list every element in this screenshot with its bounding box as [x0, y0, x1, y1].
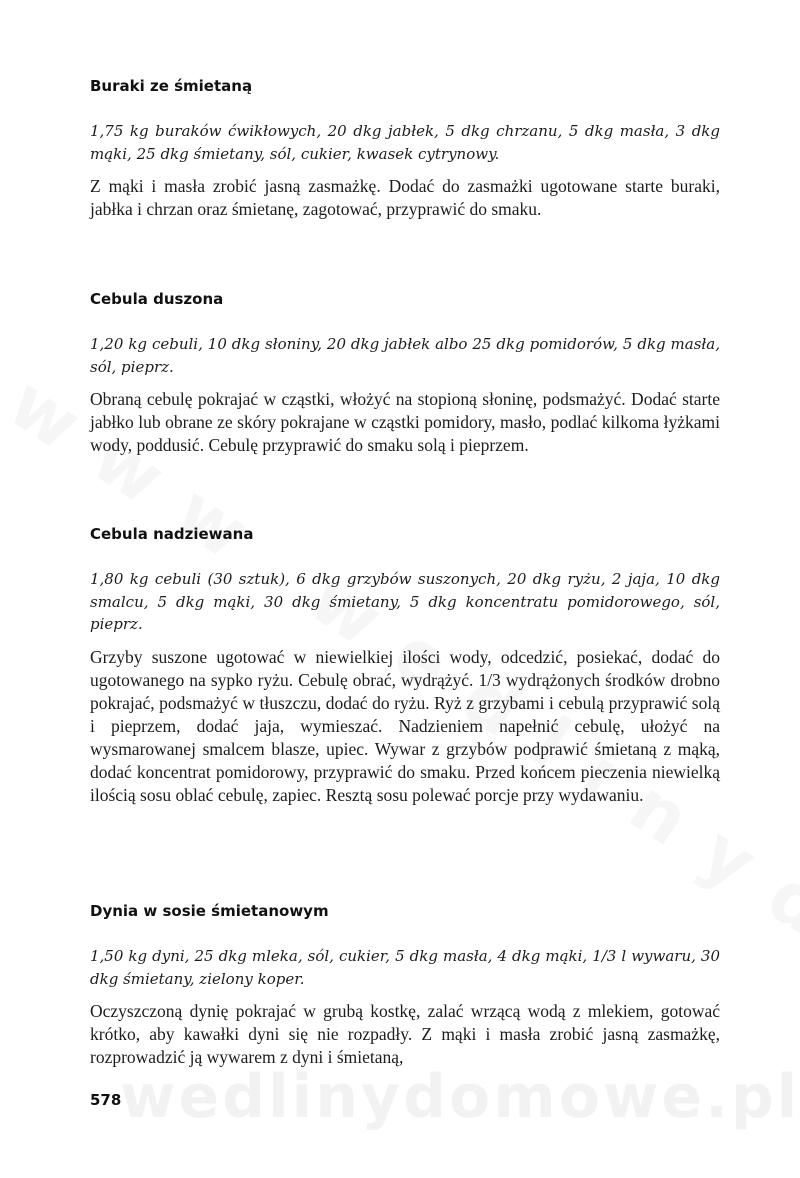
recipe-ingredients: 1,50 kg dyni, 25 dkg mleka, sól, cukier, 5 dkg masła, 4 dkg mąki, 1/3 l wywaru, 30 dkg śmietany, zielony koper. — [90, 947, 720, 988]
recipe-method: Oczyszczoną dynię pokrajać w grubą kostkę, zalać wrzącą wodą z mlekiem, gotować krótko, aby kawałki dyni się nie rozpadły. Z mąki i masła zrobić jasną zasmażkę, rozprowadzić ją wywarem z dyni i śmietaną, — [90, 1001, 720, 1067]
bottom-watermark: wedlinydomowe.pl — [120, 1062, 800, 1132]
recipe-ingredients: 1,20 kg cebuli, 10 dkg słoniny, 20 dkg jabłek albo 25 dkg pomidorów, 5 dkg masła, sól, pieprz. — [90, 335, 720, 376]
recipe-ingredients: 1,80 kg cebuli (30 sztuk), 6 dkg grzybów suszonych, 20 dkg ryżu, 2 jaja, 10 dkg smalcu, 5 dkg mąki, 30 dkg śmietany, 5 dkg koncentratu pomidorowego, sól, pieprz. — [90, 570, 720, 633]
recipe-cebula-nadziewana — [90, 524, 720, 807]
recipe-title: Dynia w sosie śmietanowym — [90, 902, 329, 920]
recipe-ingredients: 1,75 kg buraków ćwikłowych, 20 dkg jabłek, 5 dkg chrzanu, 5 dkg masła, 3 dkg mąki, 25 dkg śmietany, sól, cukier, kwasek cytrynowy. — [90, 122, 720, 163]
recipe-method: Obraną cebulę pokrajać w cząstki, włożyć na stopioną słoninę, podsmażyć. Dodać starte jabłko lub obrane ze skóry pokrajane w cząstki pomidory, masło, podlać kilkoma łyżkami wody, poddusić. Cebulę przyprawić do smaku solą i pieprzem. — [90, 389, 720, 455]
page-number: 578 — [90, 1091, 122, 1109]
recipe-dynia-w-sosie-smietanowym — [90, 901, 720, 1069]
recipe-method: Z mąki i masła zrobić jasną zasmażkę. Dodać do zasmażki ugotowane starte buraki, jabłka i chrzan oraz śmietanę, zagotować, przyprawić do smaku. — [90, 176, 720, 219]
recipe-title: Cebula nadziewana — [90, 525, 254, 543]
recipe-cebula-duszona — [90, 289, 720, 457]
recipe-method: Grzyby suszone ugotować w niewielkiej ilości wody, odcedzić, posiekać, dodać do ugotowanego na sypko ryżu. Cebulę obrać, wydrążyć. 1/3 wydrążonych środków drobno pokrajać, podsmażyć w tłuszczu, dodać do ryżu. Ryż z grzybami i cebulą przyprawić solą i pieprzem, dodać jaja, wymieszać. Nadzieniem napełnić cebulę, ułożyć na wysmarowanej smalcem blasze, upiec. Wywar z grzybów podprawić śmietaną z mąką, dodać koncentrat pomidorowy, przyprawić do smaku. Przed końcem pieczenia niewielką ilością sosu oblać cebulę, zapiec. Resztą sosu polewać porcje przy wydawaniu. — [90, 646, 720, 805]
recipe-buraki-ze-smietana — [90, 76, 720, 221]
recipe-title: Buraki ze śmietaną — [90, 77, 253, 95]
recipe-title: Cebula duszona — [90, 290, 224, 308]
